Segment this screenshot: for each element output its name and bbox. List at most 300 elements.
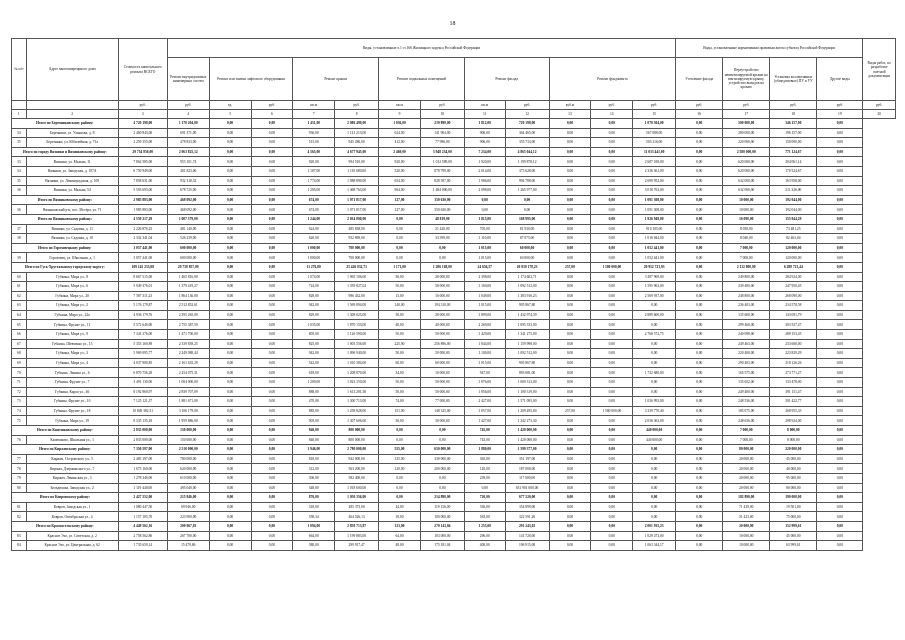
table-cell: 0,00 [251,512,293,522]
table-cell: 800 000,00 [335,426,379,436]
table-cell: 0,00 [817,253,863,263]
table-cell: 220 000,00 [723,138,770,148]
table-cell: 745,00 [464,435,505,445]
table-cell: 1 880,00 [464,445,505,455]
table-cell: 0,00 [549,454,591,464]
table-cell: 1 110 680,00 [335,166,379,176]
table-cell: 135 600,00 [723,310,770,320]
table-cell: 120 000,00 [770,243,817,253]
table-cell: 0,00 [549,176,591,186]
table-cell: 0,00 [817,368,863,378]
table-cell: 1 074,00 [293,272,335,282]
table-cell: 5 969 095,77 [118,349,167,359]
table-cell: 63 999,61 [770,541,817,551]
table-cell: 0,00 [379,426,421,436]
table-cell: 1 174 602,71 [505,272,549,282]
col-roof-header: Ремонт крыши [293,58,379,101]
table-cell: 0,00 [633,483,676,493]
table-cell: 299 917,47 [335,541,379,551]
table-cell: 0,00 [676,454,723,464]
table-cell: 77 000,00 [420,397,464,407]
table-cell: 16 000,00 [420,291,464,301]
table-cell: 7 350 597,00 [118,445,167,455]
table-cell: Губкина, Мира ул., 22а [26,310,118,320]
table-cell: 0,00 [676,176,723,186]
table-cell: 0,00 [209,330,251,340]
table-cell: 1 580 000,00 [591,262,633,272]
table-cell: 1 029 473,00 [633,531,676,541]
table-cell: 223 900,00 [167,512,209,522]
table-cell: 1 341 275,00 [505,330,549,340]
table-subtotal-row [12,262,896,272]
table-cell: 50,00 [379,330,421,340]
table-cell: 1 091 308,00 [633,205,676,215]
table-cell: 204 061,14 [770,157,817,167]
table-cell: 1 036 993,00 [633,397,676,407]
table-cell: 268 090,00 [770,291,817,301]
table-cell: 267 700,00 [167,531,209,541]
table-cell: 2 034 000,00 [335,214,379,224]
table-cell: 150 000,00 [167,426,209,436]
table-cell: 2 395 265,00 [167,310,209,320]
table-cell: 373 628,00 [505,166,549,176]
table-cell: 0,00 [209,282,251,292]
table-cell: 563,00 [464,512,505,522]
table-cell: Губкина, Фрунзе ул., 7 [26,378,118,388]
table-cell: 50,00 [379,378,421,388]
table-cell: 270 143,04 [420,521,464,531]
table-cell: 0,00 [209,195,251,205]
table-cell: 69 [12,358,27,368]
table-cell: 2 483 197,00 [118,454,167,464]
table-cell: 2 226 876,25 [118,224,167,234]
table-cell: 0,00 [251,473,293,483]
table-cell: 0,00 [379,224,421,234]
table-cell: 365,00 [464,454,505,464]
table-cell: 220 400,00 [723,349,770,359]
table-cell: 1 187,00 [293,166,335,176]
table-cell: 0,00 [209,320,251,330]
table-cell: 878 799,00 [420,166,464,176]
table-cell: 600 000,00 [167,253,209,263]
table-cell: 412,00 [379,138,421,148]
table-cell: 391 151,47 [770,387,817,397]
table-cell: 1 170 204,00 [167,119,209,129]
table-cell: 885,00 [293,406,335,416]
table-cell: 0,00 [591,358,633,368]
table-cell: 39 [12,253,27,263]
table-cell: 249 400,00 [723,387,770,397]
table-cell: 77 986,00 [420,138,464,148]
table-cell: 5 949 376,01 [118,282,167,292]
table-cell: 1 986,00 [464,176,505,186]
table-cell: 0,00 [379,493,421,503]
table-cell: 0,00 [676,291,723,301]
table-cell: 994 510,00 [335,157,379,167]
table-cell: 1 379 419,27 [167,282,209,292]
table-cell: 0,00 [817,483,863,493]
table-cell: 0,00 [817,128,863,138]
table-cell: 0,00 [209,483,251,493]
table-cell: 720,00 [464,493,505,503]
table-cell: 220 000,00 [770,445,817,455]
table-cell: 0,00 [817,358,863,368]
table-cell: 0,00 [549,272,591,282]
table-cell: 0,00 [817,406,863,416]
table-row [12,224,896,234]
table-cell: 1 844,00 [464,339,505,349]
table-cell: 910 105,00 [633,224,676,234]
table-cell: 133 478,00 [770,378,817,388]
table-cell: 239,00 [464,473,505,483]
table-cell: 0,00 [676,166,723,176]
table-cell: 0,00 [817,272,863,282]
table-cell: 13,00 [379,291,421,301]
table-cell: 1 420 000,00 [505,426,549,436]
table-cell: 0,00 [676,387,723,397]
table-cell: 1 049,00 [464,291,505,301]
table-cell: 876,00 [293,493,335,503]
table-cell: 1 468 763,00 [335,186,379,196]
table-cell: 6 870 756,28 [118,368,167,378]
table-subtotal-row [12,214,896,224]
table-cell: 120,00 [379,464,421,474]
table-cell: 50 000,00 [420,330,464,340]
table-cell: 8 192 860,97 [118,387,167,397]
table-cell: Итого по Вязниковскому району: [12,195,119,205]
table-row [12,205,896,215]
table-cell: 10 849 382,51 [118,406,167,416]
table-cell: 1 208 870,00 [335,368,379,378]
table-row [12,358,896,368]
table-cell: 247 950,45 [770,282,817,292]
table-cell: 542,00 [293,358,335,368]
table-cell: 33 399,00 [420,234,464,244]
table-cell: 4 037 900,85 [118,358,167,368]
table-subtotal-row [12,493,896,503]
table-cell: 1 015,00 [464,358,505,368]
table-cell: 0,00 [209,157,251,167]
table-cell: 0,00 [817,339,863,349]
table-cell: 7 234,00 [464,147,505,157]
table-cell: 745,00 [464,426,505,436]
table-row [12,320,896,330]
table-cell: 0,00 [817,214,863,224]
table-cell: 7 000,00 [723,243,770,253]
table-cell: 0,00 [209,464,251,474]
table-cell: 71 439,00 [723,502,770,512]
table-cell: 920,00 [293,157,335,167]
table-cell: 1 571 095,00 [505,397,549,407]
table-cell: 0,00 [549,138,591,148]
table-row [12,128,896,138]
table-cell: 2 014,00 [464,166,505,176]
table-cell: 211 326,00 [770,186,817,196]
table-cell: 964,00 [379,186,421,196]
table-cell: 223 829,29 [770,349,817,359]
table-subtotal-row [12,521,896,531]
table-cell: 303 537,47 [770,320,817,330]
table-cell: 82 463,04 [770,234,817,244]
table-cell: 651 901 000,00 [505,483,549,493]
col-cost-header: Стоимость капитального ремонта ВСЕГО [118,39,167,101]
table-cell: 187 000,00 [505,464,549,474]
table-cell: 123,00 [379,521,421,531]
table-cell: 0,00 [817,397,863,407]
table-row [12,330,896,340]
table-cell: 141 904,00 [420,128,464,138]
table-cell: 0,00 [676,435,723,445]
table-cell: 0,00 [676,521,723,531]
table-cell: 0,00 [549,445,591,455]
col-psd-header: Переустройство невентилируемой крыши на вентилируемую крышу, устройство выходов на кровлю [723,58,770,101]
table-cell: 40 000,00 [770,464,817,474]
table-cell: 1 050 356,00 [335,493,379,503]
table-cell: 0,00 [464,483,505,493]
table-cell: 7 000,00 [723,253,770,263]
table-cell: 0,00 [549,205,591,215]
table-cell: 8 040,00 [723,234,770,244]
table-cell: 0,00 [209,119,251,129]
table-cell: 0,00 [817,243,863,253]
table-cell: 20 000,00 [723,521,770,531]
table-cell: 0,00 [591,339,633,349]
table-cell: 0,00 [209,435,251,445]
table-cell: 1 171,00 [379,262,421,272]
table-cell: 58 000,00 [420,282,464,292]
table-cell: 8 667 515,00 [118,272,167,282]
table-cell: 0,00 [676,224,723,234]
table-cell: 351 197,00 [505,454,549,464]
table-cell: 464 526,13 [335,512,379,522]
table-cell: 780 000,00 [167,454,209,464]
table-cell: 10 000,00 [723,195,770,205]
table-cell: 1 244,00 [293,214,335,224]
table-cell: 192 044,00 [770,205,817,215]
table-cell: 150 000,00 [770,138,817,148]
table-cell: 0,00 [633,512,676,522]
table-cell: 0,00 [633,358,676,368]
table-cell: 346 157,00 [770,119,817,129]
table-cell: 828,00 [293,291,335,301]
table-cell: 40 000,00 [420,320,464,330]
table-cell: 0,00 [209,358,251,368]
table-cell: 36 [12,186,27,196]
table-cell: 0,00 [676,128,723,138]
table-cell: 70 [12,368,27,378]
table-cell: 5 353 160,89 [118,339,167,349]
table-cell: 80 000,00 [770,483,817,493]
table-cell: 1 092 512,00 [505,349,549,359]
table-cell: 526 239,00 [167,234,209,244]
table-cell: 2 835 000,00 [118,435,167,445]
table-cell: 0,00 [209,234,251,244]
table-cell: 905,00 [293,416,335,426]
table-cell: 0,00 [591,253,633,263]
table-cell: 0,00 [817,205,863,215]
table-row [12,138,896,148]
table-cell: 0,00 [676,473,723,483]
table-cell: 1 035,00 [293,320,335,330]
table-cell: 0,00 [251,416,293,426]
table-cell: 0,00 [209,205,251,215]
table-cell: 175 181,04 [420,541,464,551]
table-cell: 0,00 [251,272,293,282]
table-cell: 34 [12,128,27,138]
table-cell: 0,00 [633,445,676,455]
table-cell: 95 000,00 [770,473,817,483]
table-cell: 0,00 [591,119,633,129]
table-cell: 720 198,00 [505,119,549,129]
table-cell: 0,00 [676,272,723,282]
table-cell: 81 930,00 [505,224,549,234]
table-cell: 0,00 [676,358,723,368]
table-cell: 0,00 [549,330,591,340]
table-cell: 291 243,02 [505,521,549,531]
table-cell: 700 000,00 [335,253,379,263]
table-cell: Итого по Красносельскому району: [12,521,119,531]
table-cell: 0,00 [209,253,251,263]
table-cell: 0,00 [591,138,633,148]
table-cell: 0,00 [549,512,591,522]
table-cell: 563 200,00 [335,464,379,474]
table-cell: 2 098,00 [464,186,505,196]
table-cell: 0,00 [549,339,591,349]
table-cell: 1 599 377,00 [505,445,549,455]
table-subtotal-row [12,243,896,253]
table-row [12,157,896,167]
table-cell: 1 307 606,00 [335,416,379,426]
table-cell: 1 253,00 [464,521,505,531]
table-cell: 0,00 [676,397,723,407]
table-cell: 165 575,00 [723,368,770,378]
col-other-header: Виды работ, по разработке сметной документации [863,39,896,101]
table-cell: 0,00 [591,234,633,244]
table-cell: 4 936 179,76 [118,310,167,320]
table-cell: 364 465,00 [505,128,549,138]
table-row [12,186,896,196]
table-cell: 0,00 [817,301,863,311]
table-cell: 0,00 [633,320,676,330]
table-cell: 2 254 075,31 [167,368,209,378]
table-cell: 0,00 [591,531,633,541]
table-cell: 1 870 153,00 [335,320,379,330]
table-cell: Вязники, ул. Ленинградская, д. 109 [26,176,118,186]
table-cell: 117 000,00 [505,473,549,483]
table-cell: 0,00 [633,339,676,349]
table-cell: 888,00 [293,387,335,397]
table-cell: 0,00 [209,426,251,436]
table-cell: 945 286,00 [335,138,379,148]
table-row [12,310,896,320]
table-cell: 485 838,00 [335,224,379,234]
table-cell: 1 308 025,00 [335,310,379,320]
table-cell: 440 000,00 [633,426,676,436]
table-cell: Губкина, Шевченко ул., 15 [26,339,118,349]
table-cell: 60 000,00 [420,358,464,368]
table-cell: 60,00 [379,358,421,368]
col-other-works-header: Другие виды [817,58,863,101]
table-cell: 0,00 [251,483,293,493]
table-cell: 0,00 [591,147,633,157]
table-cell: 306,00 [293,473,335,483]
table-cell: 194 310,00 [420,301,464,311]
table-cell: 1 471 700,00 [167,330,209,340]
table-cell: 0,00 [676,512,723,522]
table-cell: Итого по Гусь-Хрустальному городскому округу: [12,262,119,272]
table-cell: 335,00 [379,454,421,464]
table-cell: 214 890,00 [420,493,464,503]
table-body [12,119,896,551]
table-cell: 5 593 693,00 [118,186,167,196]
table-cell: 298 924,00 [770,416,817,426]
table-cell: 106 915,00 [505,541,549,551]
table-cell: 380,00 [293,541,335,551]
table-cell: 0,00 [817,416,863,426]
table-cell: 0,00 [817,387,863,397]
table-cell: 140,00 [379,301,421,311]
col-systems-header: Ремонт внутридомовых инженерных систем [167,58,209,101]
table-cell: 0,00 [251,464,293,474]
table-cell: 81 [12,502,27,512]
table-cell: 0,00 [676,483,723,493]
table-cell: 0,00 [209,349,251,359]
table-cell: 109 145 233,08 [118,262,167,272]
table-cell: 1 484 000,00 [420,186,464,196]
table-cell: 0,00 [251,234,293,244]
table-cell: 0,00 [817,512,863,522]
table-cell: 2 269,00 [464,320,505,330]
table-cell: 66 [12,330,27,340]
table-cell: 2 985 883,00 [118,195,167,205]
table-cell: 0,00 [549,195,591,205]
table-cell: 0,00 [817,262,863,272]
table-row [12,416,896,426]
table-cell: 10 000,00 [420,368,464,378]
table-cell: 67 [12,339,27,349]
table-cell: 1 199 878,12 [505,157,549,167]
table-cell: Губкина, Фрунзе ул., 18 [26,406,118,416]
table-cell: 5 572 640,00 [118,320,167,330]
table-row [12,454,896,464]
table-cell: 280 000,00 [723,128,770,138]
table-cell: 0,00 [591,378,633,388]
table-cell: 7 125 121,37 [118,397,167,407]
table-cell: 1 339 827,02 [335,282,379,292]
table-cell: 1 100 319,00 [505,387,549,397]
table-cell: 0,00 [549,320,591,330]
table-cell: 0,00 [549,473,591,483]
table-cell: 2 835 000,00 [118,426,167,436]
table-cell: 225,00 [379,339,421,349]
table-cell: 0,00 [549,426,591,436]
table-cell: 0,00 [549,147,591,157]
table-cell: Вязники, ул. Заводская, д. 107А [26,166,118,176]
table-cell: 840,00 [293,426,335,436]
table-cell: Губкина, Мира ул., 2 [26,301,118,311]
table-cell: 1 018 600,00 [335,483,379,493]
table-cell: 0,00 [549,416,591,426]
table-cell: Красное Эхо, ул. Советская, д. 2 [26,531,118,541]
table-cell: 78 [12,464,27,474]
page-number: 18 [449,21,456,27]
table-cell: 0,00 [549,397,591,407]
table-cell: 0,00 [379,234,421,244]
table-cell: 0,00 [251,119,293,129]
table-cell: Киржач, Ленинская ул., 3 [26,473,118,483]
table-cell: 83 [12,531,27,541]
table-cell: 35 [12,176,27,186]
